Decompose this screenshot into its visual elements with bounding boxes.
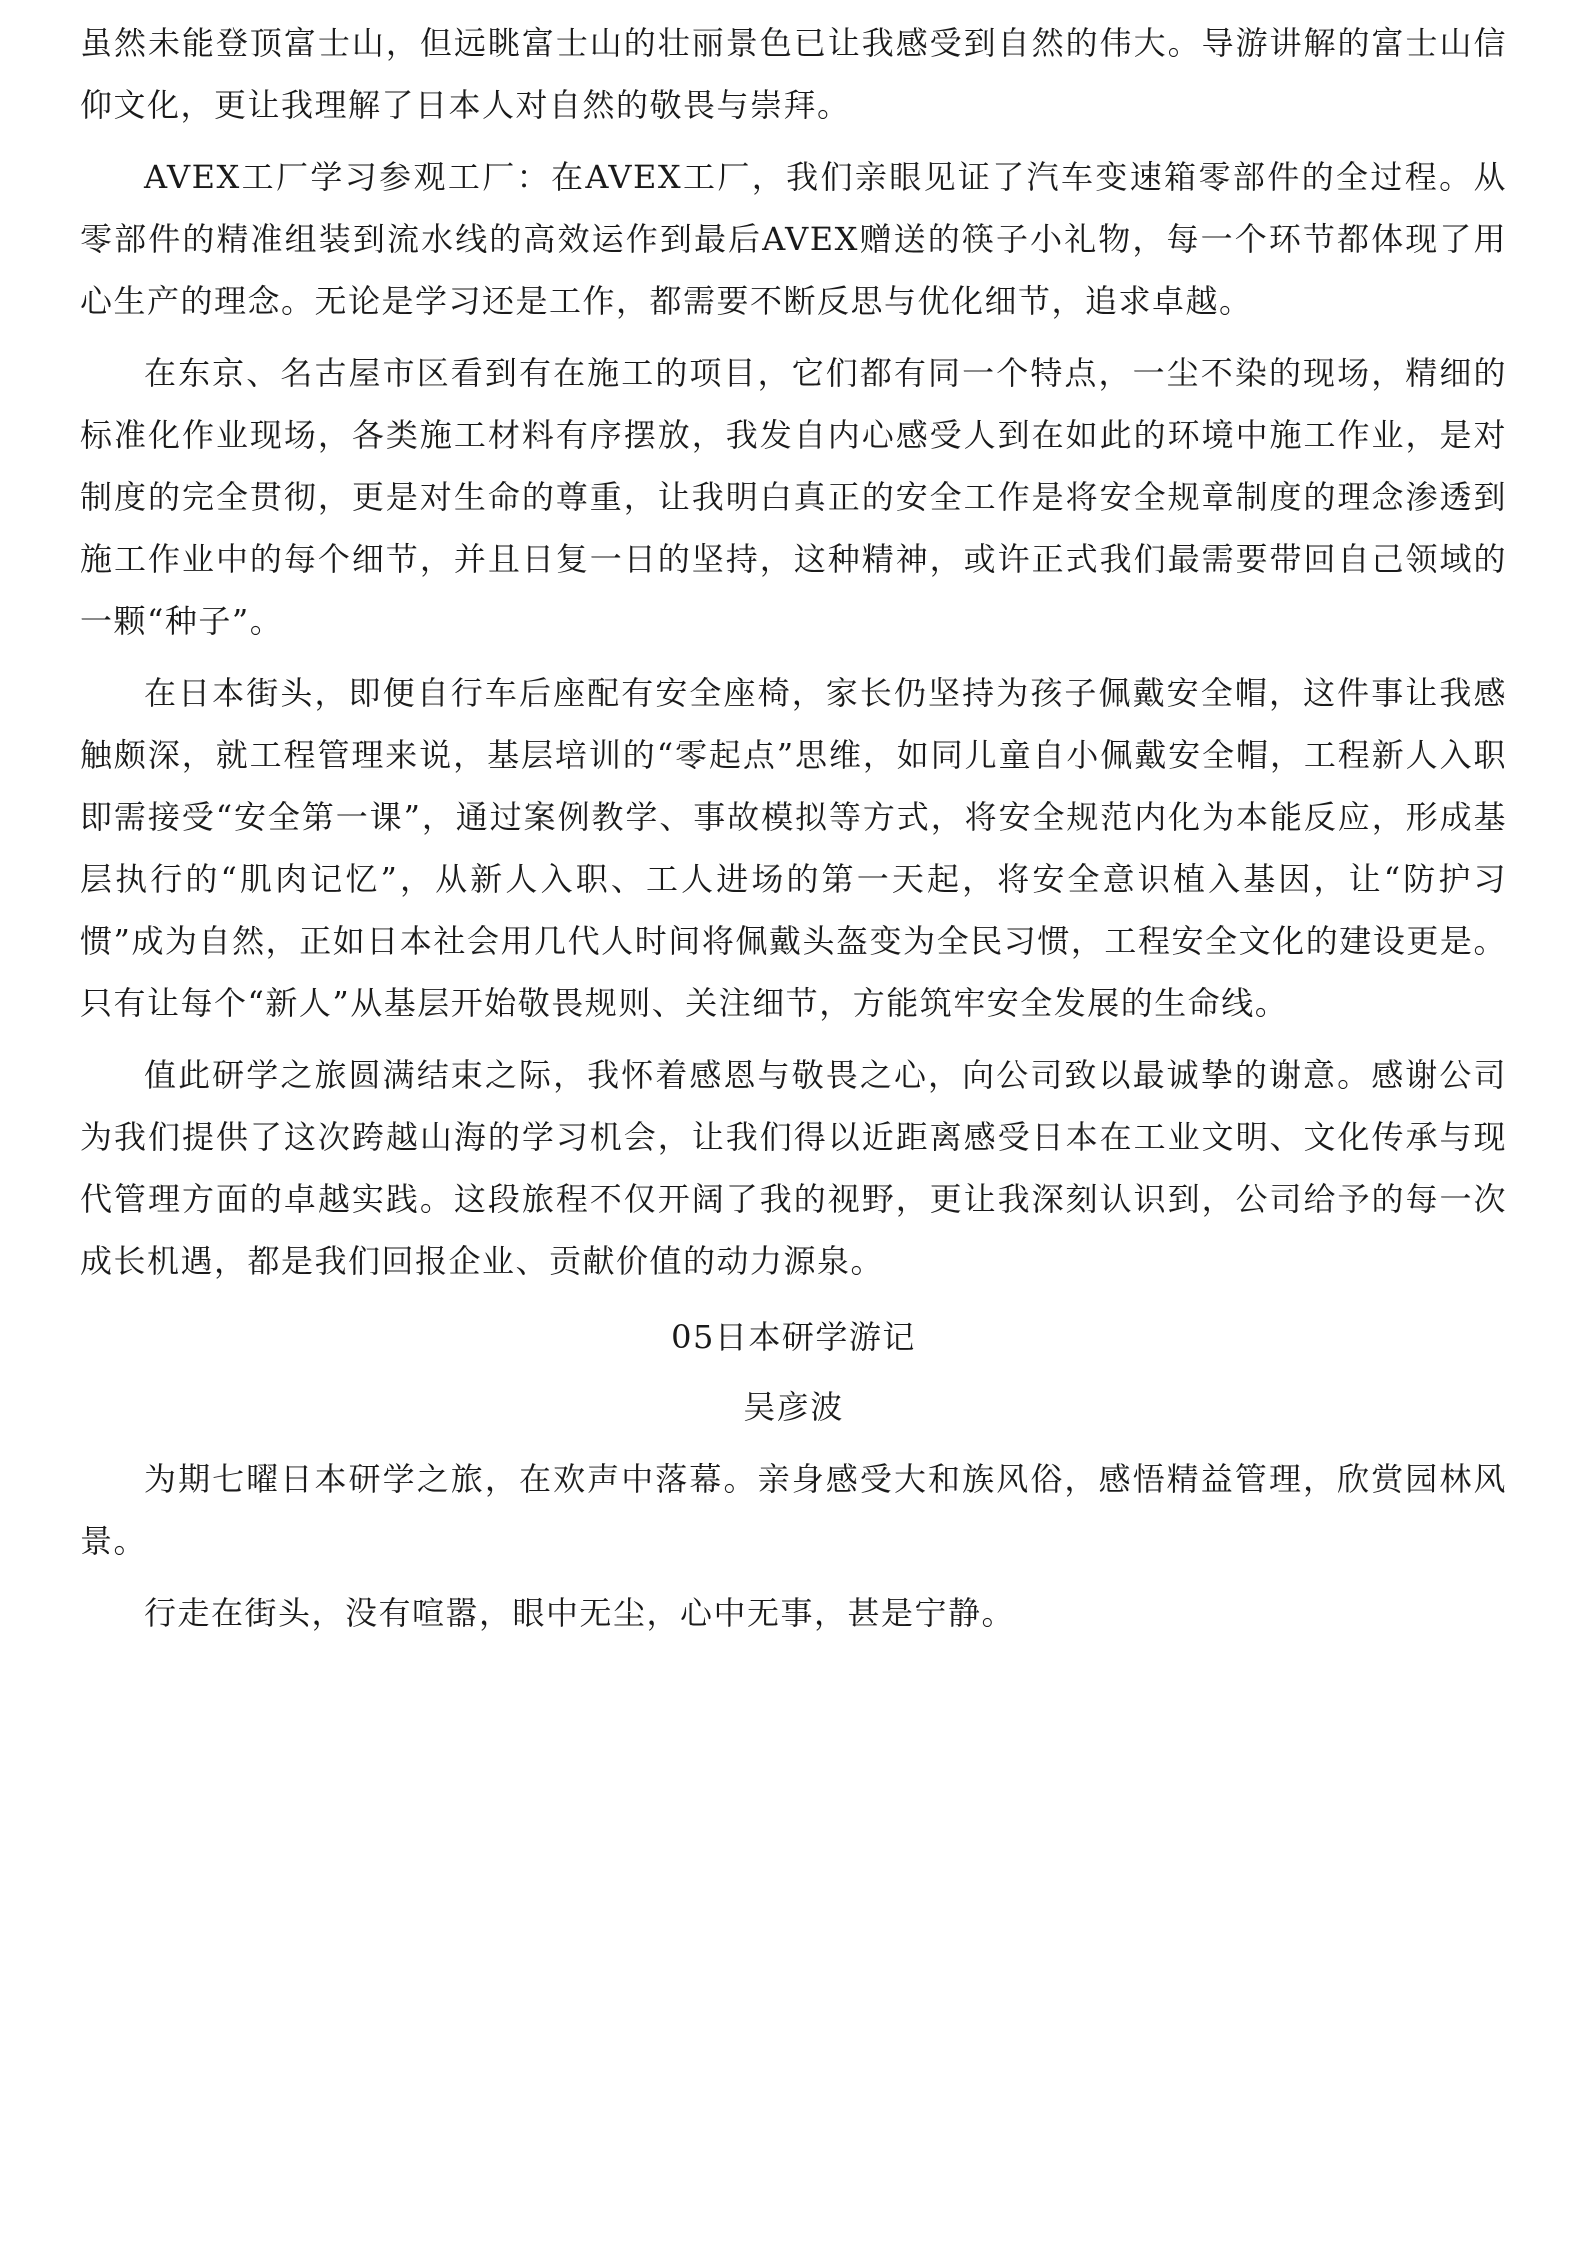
paragraph-avex-factory: AVEX工厂学习参观工厂：在AVEX工厂，我们亲眼见证了汽车变速箱零部件的全过程。从零部件的精准组装到流水线的高效运作到最后AVEX赠送的筷子小礼物，每一个环节都体现了用心生产的理念。无论是学习还是工作，都需要不断反思与优化细节，追求卓越。 <box>80 158 1507 320</box>
paragraph-street-walk: 行走在街头，没有喧嚣，眼中无尘，心中无事，甚是宁静。 <box>144 1594 1016 1632</box>
section-title: 05日本研学游记 <box>671 1318 916 1356</box>
paragraph-fuji: 虽然未能登顶富士山，但远眺富士山的壮丽景色已让我感受到自然的伟大。导游讲解的富士山信仰文化，更让我理解了日本人对自然的敬畏与崇拜。 <box>80 24 1507 124</box>
author-name: 吴彦波 <box>743 1388 844 1426</box>
paragraph-gratitude: 值此研学之旅圆满结束之际，我怀着感恩与敬畏之心，向公司致以最诚挚的谢意。感谢公司为我们提供了这次跨越山海的学习机会，让我们得以近距离感受日本在工业文明、文化传承与现代管理方面的卓越实践。这段旅程不仅开阔了我的视野，更让我深刻认识到，公司给予的每一次成长机遇，都是我们回报企业、贡献价值的动力源泉。 <box>80 1056 1507 1280</box>
paragraph-trip-intro: 为期七曜日本研学之旅，在欢声中落幕。亲身感受大和族风俗，感悟精益管理，欣赏园林风景。 <box>80 1460 1507 1560</box>
paragraph-safety-helmet: 在日本街头，即便自行车后座配有安全座椅，家长仍坚持为孩子佩戴安全帽，这件事让我感触颇深，就工程管理来说，基层培训的“零起点”思维，如同儿童自小佩戴安全帽，工程新人入职即需接受“安全第一课”，通过案例教学、事故模拟等方式，将安全规范内化为本能反应，形成基层执行的“肌肉记忆”，从新人入职、工人进场的第一天起，将安全意识植入基因，让“防护习惯”成为自然，正如日本社会用几代人时间将佩戴头盔变为全民习惯，工程安全文化的建设更是。只有让每个“新人”从基层开始敬畏规则、关注细节，方能筑牢安全发展的生命线。 <box>80 674 1507 1022</box>
paragraph-construction-sites: 在东京、名古屋市区看到有在施工的项目，它们都有同一个特点，一尘不染的现场，精细的标准化作业现场，各类施工材料有序摆放，我发自内心感受人到在如此的环境中施工作业，是对制度的完全贯彻，更是对生命的尊重，让我明白真正的安全工作是将安全规章制度的理念渗透到施工作业中的每个细节，并且日复一日的坚持，这种精神，或许正式我们最需要带回自己领域的一颗“种子”。 <box>80 354 1507 640</box>
